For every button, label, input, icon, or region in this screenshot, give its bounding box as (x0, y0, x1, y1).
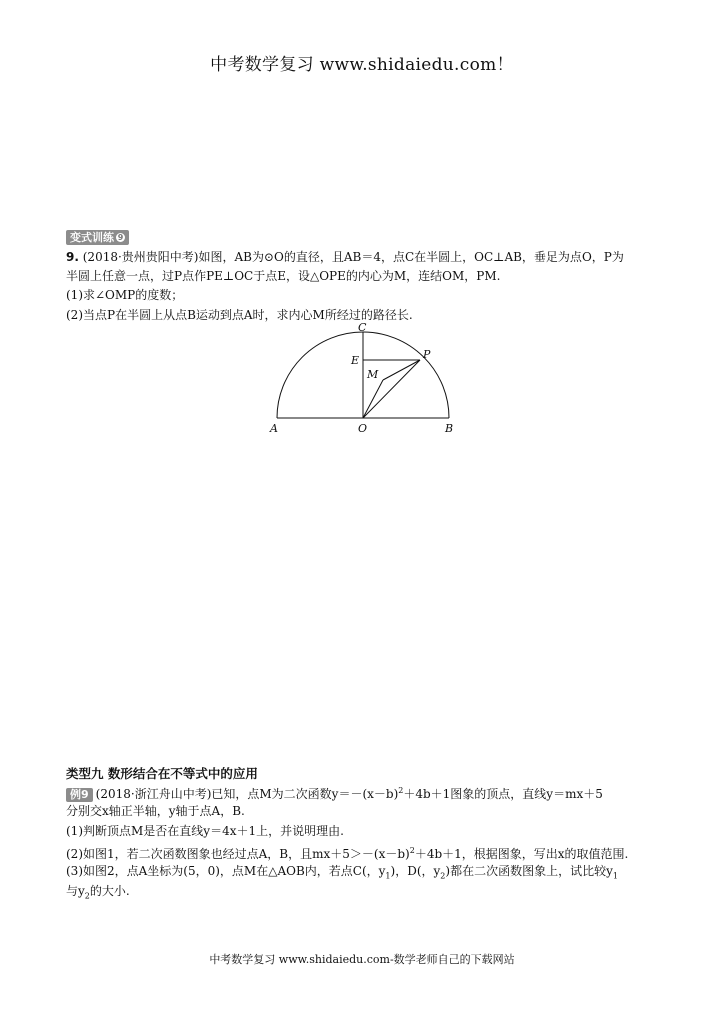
problem9-line1-text: 如图，AB为⊙O的直径，且AB＝4，点C在半圆上，OC⊥AB，垂足为点O，P为 (198, 250, 624, 264)
problem9-source: (2018·贵州贵阳中考) (82, 250, 199, 264)
example9-q2-sup: 2 (409, 846, 415, 855)
problem9-q1: (1)求∠OMP的度数； (66, 288, 184, 302)
page-footer: 中考数学复习 www.shidaiedu.com-数学老师自己的下载网站 (209, 953, 515, 966)
example9-q1: (1)判断顶点M是否在直线y＝4x＋1上，并说明理由. (66, 824, 344, 838)
example9-q4-sub: 2 (84, 891, 90, 901)
label-B: B (445, 422, 454, 435)
example9-q4 (66, 883, 130, 904)
variant-training-label: 变式训练 (70, 231, 114, 244)
problem9-number: 9. (66, 250, 79, 264)
example9-line1 (66, 783, 603, 802)
example9-q3-c2-sub: 2 (440, 871, 446, 881)
variant-training-number: 9 (117, 233, 124, 242)
problem9-line2: 半圆上任意一点，过P点作PE⊥OC于点E，设△OPE的内心为M，连结OM，PM. (66, 269, 501, 283)
example9-q2 (66, 843, 628, 862)
example9-q3-pre: (3)如图2，点A坐标为(5，0)，点M在△AOB内，若点C( (66, 864, 367, 878)
problem9-line1 (66, 249, 624, 265)
semicircle-figure (262, 322, 462, 437)
example9-q3-mid: )，D( (390, 864, 422, 878)
segment-PM (383, 360, 420, 380)
example9-q3 (66, 863, 618, 884)
example9-q2-pre: (2)如图1，若二次函数图象也经过点A，B，且mx＋5＞－(x－b) (66, 847, 410, 861)
problem9-q2: (2)当点P在半圆上从点B运动到点A时，求内心M所经过的路径长. (66, 308, 413, 322)
label-A: A (270, 422, 278, 435)
example9-q3-c1-sub: 1 (385, 871, 391, 881)
example9-q4-pre: 与y (66, 884, 85, 898)
label-E: E (351, 354, 360, 367)
example9-q3-post: )都在二次函数图象上，试比较y (445, 864, 613, 878)
example9-tag: 例9 (66, 788, 93, 802)
page-header: 中考数学复习 www.shidaiedu.com！ (210, 55, 514, 75)
example9-q3-post-sub: 1 (612, 871, 618, 881)
example9-q3-c1: ，y (366, 864, 386, 878)
example9-q4-post: 的大小. (89, 884, 130, 898)
example9-q2-post: ＋4b＋1，根据图象，写出x的取值范围. (414, 847, 629, 861)
example9-q3-c2: ，y (421, 864, 441, 878)
label-O: O (358, 422, 368, 435)
label-C: C (358, 322, 367, 334)
example9-line1-pre: (2018·浙江舟山中考)已知，点M为二次函数y＝－(x－b) (95, 787, 399, 801)
section-title: 类型九 数形结合在不等式中的应用 (66, 766, 258, 781)
example9-line1-sup: 2 (398, 786, 404, 795)
variant-training-tag (66, 230, 129, 245)
example9-line2: 分别交x轴正半轴，y轴于点A，B. (66, 804, 245, 818)
label-M: M (367, 368, 379, 381)
example9-line1-post: ＋4b＋1图象的顶点，直线y＝mx＋5 (403, 787, 603, 801)
segment-OM (363, 380, 383, 418)
label-P: P (423, 348, 431, 361)
